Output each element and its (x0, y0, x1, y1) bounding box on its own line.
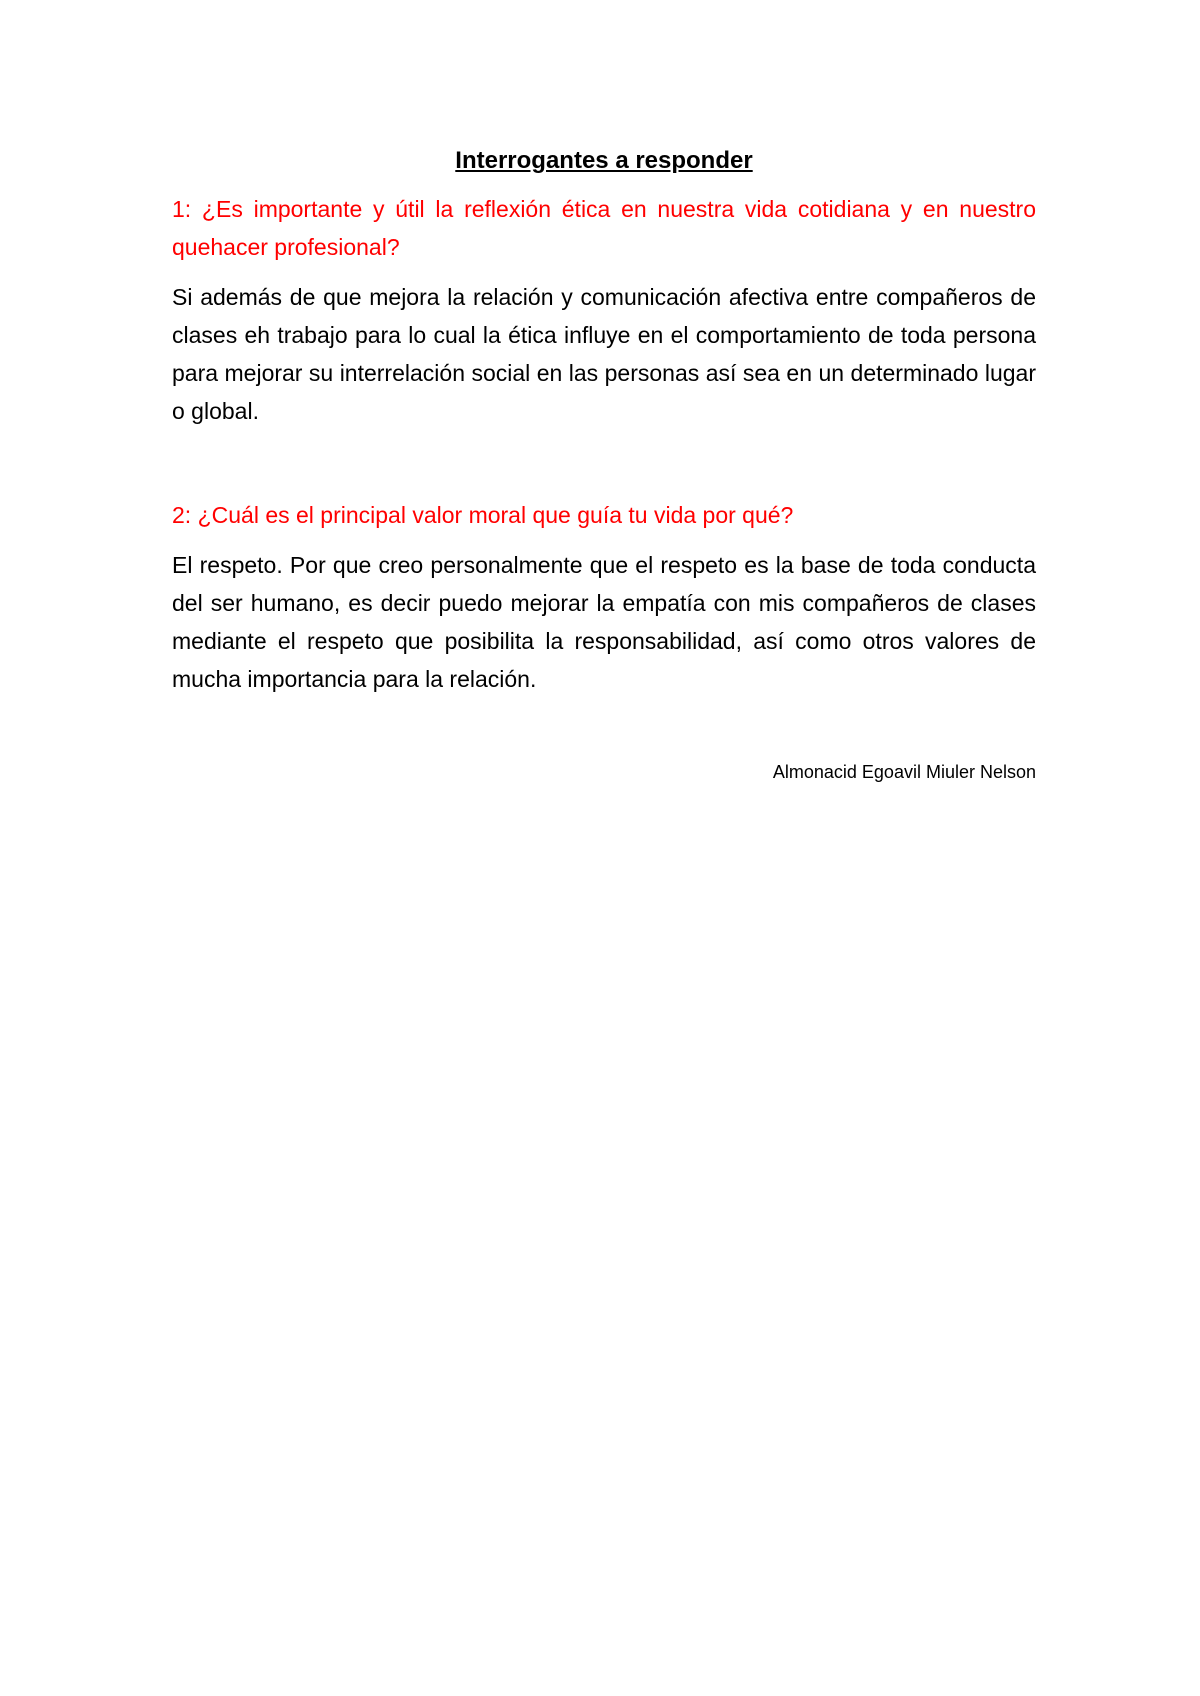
author-signature: Almonacid Egoavil Miuler Nelson (772, 762, 1036, 782)
answer-1: Si además de que mejora la relación y comunicación afectiva entre compañeros de clases eh trabajo para lo cual la ética influye en el comportamiento de toda persona para mejorar su interrelación social en las personas así sea en un determinado lugar o global. (172, 284, 1036, 424)
document-content (172, 146, 1036, 784)
question-2: 2: ¿Cuál es el principal valor moral que guía tu vida por qué? (172, 502, 794, 528)
question-1: 1: ¿Es importante y útil la reflexión ética en nuestra vida cotidiana y en nuestro quehacer profesional? (172, 196, 1036, 260)
answer-2: El respeto. Por que creo personalmente que el respeto es la base de toda conducta del ser humano, es decir puedo mejorar la empatía con mis compañeros de clases mediante el respeto que posibilita la responsabilidad, así como otros valores de mucha importancia para la relación. (172, 552, 1036, 692)
section-spacer (172, 430, 1036, 496)
document-title: Interrogantes a responder (455, 147, 753, 174)
